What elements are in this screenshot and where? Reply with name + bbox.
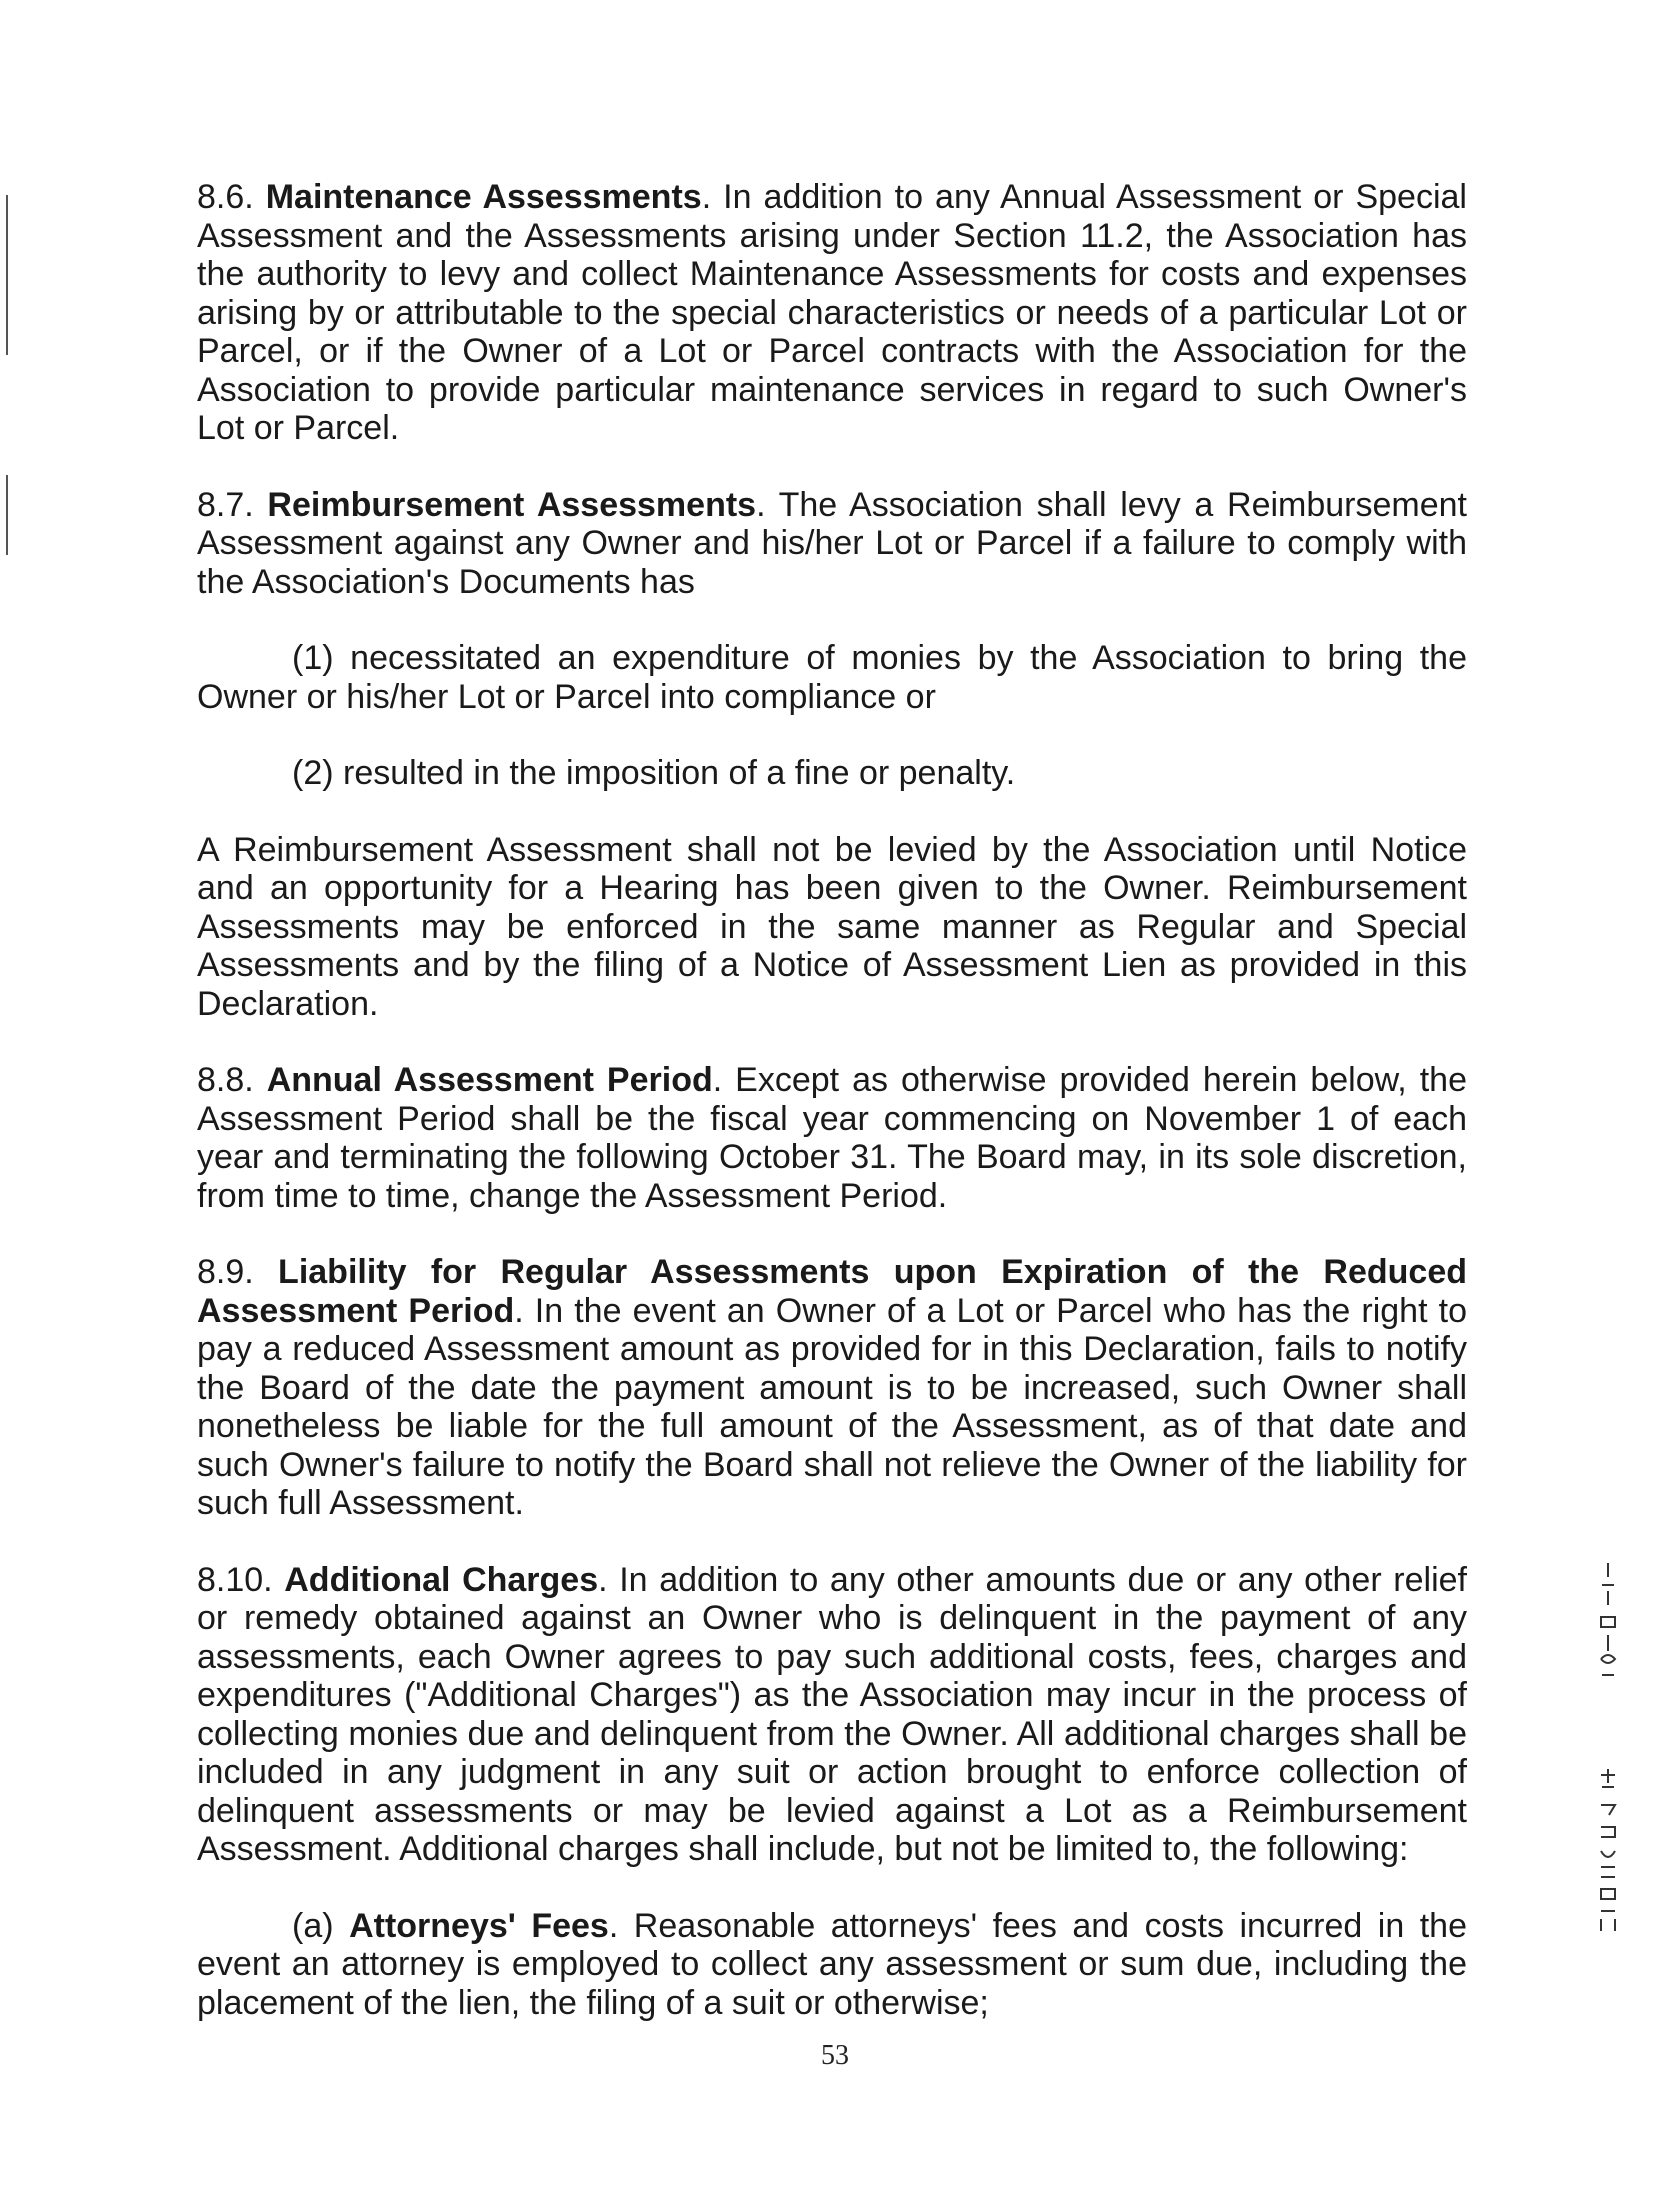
section-8-7-closing: A Reimbursement Assessment shall not be levied by the Association until Notice and an opportunity for a Hearing has been given to the Owner. Reimbursement Assessments may be enforced in the same manner as Regular and Special Assessments and by the filing of a Notice of Assessment Lien as provided in this Declaration. [197, 830, 1467, 1023]
list-item-2: (2) resulted in the imposition of a fine or penalty. [292, 754, 1016, 792]
section-heading: Maintenance Assessments [265, 178, 702, 216]
item-body: . Reasonable attorneys' fees and costs incurred in the event an attorney is employed to collect any assessment or sum due, including the placement of the lien, the filing of a suit or otherwise; [197, 1906, 1467, 2022]
section-8-9 [197, 1253, 1467, 1523]
section-number: 8.8. [197, 1061, 267, 1099]
section-8-7 [197, 486, 1467, 602]
section-body: . In addition to any Annual Assessment or Special Assessment and the Assessments arising under Section 11.2, the Association has the authority to levy and collect Maintenance Assessments for costs and expenses arising by or attributable to the special characteristics or needs of a particular Lot or Parcel, or if the Owner of a Lot or Parcel contracts with the Association for the Association to provide particular maintenance services in regard to such Owner's Lot or Parcel. [197, 178, 1467, 447]
section-heading: Additional Charges [284, 1560, 599, 1599]
section-heading: Reimbursement Assessments [267, 485, 757, 524]
item-prefix: (a) [292, 1906, 350, 1945]
margin-mark [6, 195, 8, 355]
list-item-1: (1) necessitated an expenditure of monies by the Association to bring the Owner or his/her Lot or Parcel into compliance or [197, 639, 1467, 716]
section-body: . In addition to any other amounts due or any other relief or remedy obtained against an Owner who is delinquent in the payment of any assessments, each Owner agrees to pay such additional costs, fees, charges and expenditures ("Additional Charges") as the Association may incur in the process of collecting monies due and delinquent from the Owner. All additional charges shall be included in any judgment in any suit or action brought to enforce collection of delinquent assessments or may be levied against a Lot as a Reimbursement Assessment. Additional charges shall include, but not be limited to, the following: [197, 1560, 1467, 1868]
section-body: . The Association shall levy a Reimbursement Assessment against any Owner and his/her Lot or Parcel if a failure to comply with the Association's Documents has [197, 485, 1467, 601]
section-number: 8.7. [197, 485, 268, 524]
section-number: 8.6. [197, 178, 266, 216]
section-8-10 [197, 1561, 1467, 1869]
section-8-8 [197, 1061, 1467, 1215]
item-heading: Attorneys' Fees [349, 1906, 609, 1945]
section-heading: Liability for Regular Assessments upon Expiration of the Reduced Assessment Period [197, 1253, 1467, 1330]
margin-mark [6, 475, 8, 555]
page-number: 53 [821, 2040, 849, 2071]
list-item-a [197, 1907, 1467, 2023]
page-content [197, 178, 1467, 2022]
section-body: . In the event an Owner of a Lot or Parcel who has the right to pay a reduced Assessment amount as provided for in this Declaration, fails to notify the Board of the date the payment amount is to be increased, such Owner shall nonetheless be liable for the full amount of the Assessment, as of that date and such Owner's failure to notify the Board shall not relieve the Owner of the liability for such full Assessment. [197, 1291, 1467, 1522]
section-number: 8.9. [197, 1253, 279, 1291]
section-8-6 [197, 178, 1467, 448]
section-number: 8.10. [197, 1560, 285, 1599]
recording-stamp [1588, 1555, 1628, 1935]
section-body: . Except as otherwise provided herein below, the Assessment Period shall be the fiscal year commencing on November 1 of each year and terminating the following October 31. The Board may, in its sole discretion, from time to time, change the Assessment Period. [197, 1061, 1467, 1215]
section-heading: Annual Assessment Period [266, 1061, 713, 1099]
